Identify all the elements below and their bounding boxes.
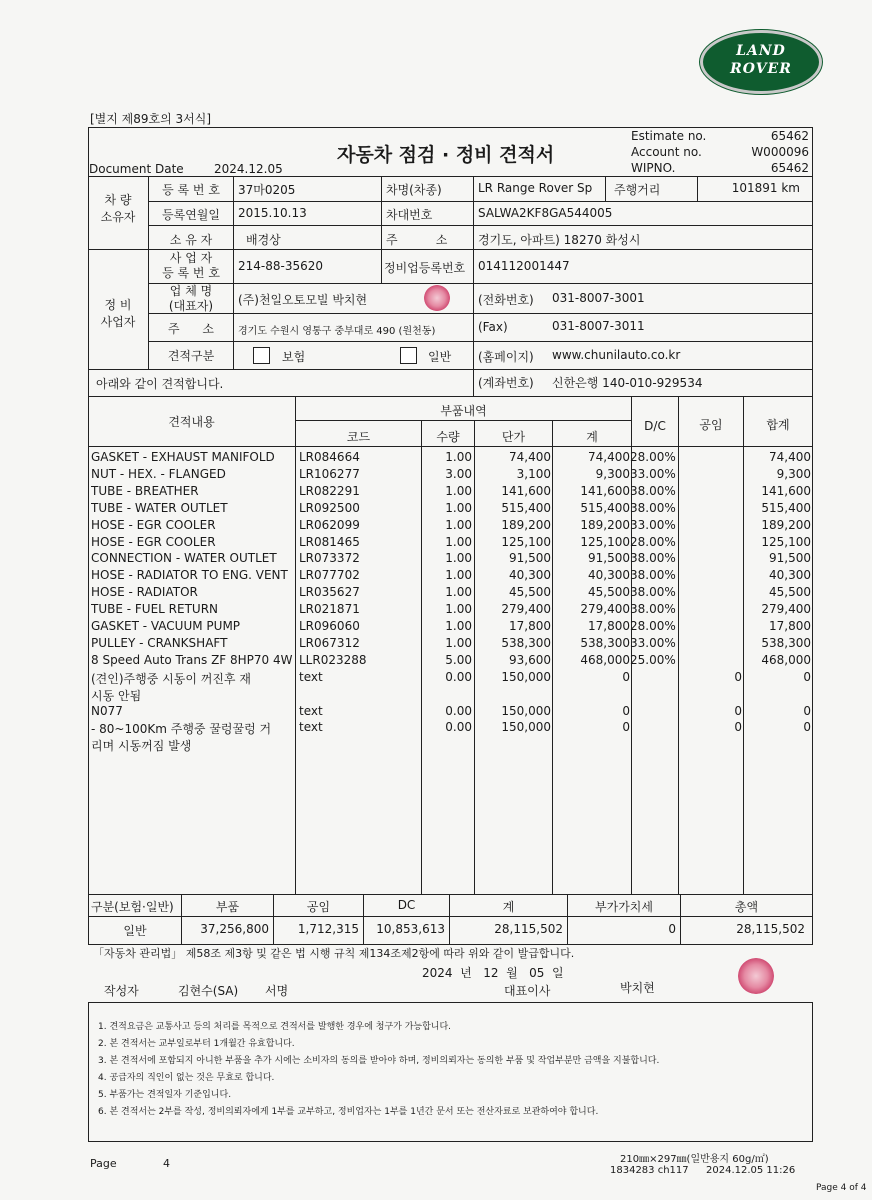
item-unit-price: 93,600 <box>509 652 551 667</box>
item-desc: PULLEY - CRANKSHAFT <box>91 635 228 650</box>
item-qty: 1.00 <box>445 483 472 498</box>
header-code: 코드 <box>346 430 371 444</box>
owner-address: 경기도, 아파트) 18270 화성시 <box>478 233 641 247</box>
summary-header-type: 구분(보험·일반) <box>91 900 174 914</box>
item-code: LR077702 <box>299 568 360 583</box>
item-dc: 38.00% <box>630 602 676 617</box>
item-dc: 25.00% <box>630 652 676 667</box>
item-code: LR021871 <box>299 602 360 617</box>
writer-label: 작성자 <box>104 984 139 998</box>
insurance-checkbox[interactable] <box>253 347 270 364</box>
note-item: 2. 본 견적서는 교부일로부터 1개월간 유효합니다. <box>98 1039 295 1049</box>
item-dc: 38.00% <box>630 568 676 583</box>
item-desc: (견인)주행중 시동이 꺼진후 재 <box>91 671 251 686</box>
item-total: 538,300 <box>580 635 630 650</box>
item-total: 468,000 <box>580 652 630 667</box>
header-sum: 합계 <box>766 418 790 432</box>
item-labor: 0 <box>734 703 742 718</box>
vin-label: 차대번호 <box>386 208 433 222</box>
item-code: text <box>299 720 323 735</box>
shop-reg-label: 정비업등록번호 <box>384 261 466 275</box>
logo-text-2: ROVER <box>730 61 792 77</box>
item-code: LR067312 <box>299 635 360 650</box>
logo-text-1: LAND <box>736 43 786 59</box>
item-unit-price: 141,600 <box>501 483 551 498</box>
header-dc: D/C <box>644 419 666 433</box>
summary-header-vat: 부가가치세 <box>595 900 653 914</box>
item-sum: 538,300 <box>761 635 811 650</box>
item-dc: 28.00% <box>630 450 676 464</box>
item-total: 40,300 <box>588 568 630 583</box>
item-sum: 515,400 <box>761 500 811 515</box>
note-item: 6. 본 견적서는 2부를 작성, 정비의뢰자에게 1부를 교부하고, 정비업자는 1부를 1년간 문서 또는 전산자료로 보관하여야 합니다. <box>98 1107 599 1117</box>
item-qty: 0.00 <box>445 720 472 735</box>
model: LR Range Rover Sp <box>478 181 593 195</box>
item-qty: 1.00 <box>445 551 472 566</box>
fax: 031-8007-3011 <box>552 319 645 333</box>
item-desc: HOSE - EGR COOLER <box>91 534 216 549</box>
item-desc: GASKET - VACUUM PUMP <box>91 619 241 633</box>
owner: 배경상 <box>246 233 281 247</box>
shop-section-label: 정 비 사업자 <box>100 298 136 329</box>
item-desc: TUBE - BREATHER <box>91 483 199 498</box>
item-sum: 40,300 <box>769 568 811 583</box>
item-total: 141,600 <box>580 483 630 498</box>
insurance-label: 보험 <box>282 350 306 364</box>
item-code: LLR023288 <box>299 652 367 667</box>
item-code: LR092500 <box>299 500 360 515</box>
item-labor: 0 <box>734 720 742 735</box>
item-code: LR081465 <box>299 534 360 549</box>
page-number: 4 <box>163 1157 170 1170</box>
summary-vat: 0 <box>668 922 676 936</box>
estimate-no: 65462 <box>770 129 809 143</box>
item-sum: 141,600 <box>761 483 811 498</box>
item-unit-price: 17,800 <box>509 619 551 633</box>
item-unit-price: 3,100 <box>516 466 551 481</box>
mileage: 101891 km <box>731 181 800 195</box>
summary-dc: 10,853,613 <box>376 922 445 936</box>
item-qty: 1.00 <box>445 602 472 617</box>
item-total: 9,300 <box>595 466 630 481</box>
document-title: 자동차 점검 · 정비 견적서 <box>337 144 555 166</box>
sign-label: 서명 <box>265 984 289 998</box>
item-total: 91,500 <box>588 551 630 566</box>
item-labor: 0 <box>734 669 742 684</box>
item-unit-price: 150,000 <box>501 703 551 718</box>
item-dc: 38.00% <box>630 483 676 498</box>
item-desc: HOSE - EGR COOLER <box>91 517 216 532</box>
ceo-seal <box>738 958 774 994</box>
summary-header-total: 계 <box>502 900 515 914</box>
owner-address-label: 주 소 <box>386 233 448 247</box>
phone-label: (전화번호) <box>478 293 534 307</box>
item-sum: 45,500 <box>769 585 811 600</box>
item-sum: 17,800 <box>769 619 811 633</box>
item-dc: 33.00% <box>630 466 676 481</box>
summary-header-parts: 부품 <box>215 900 240 914</box>
item-code: LR084664 <box>299 450 360 464</box>
document-date-label: Document Date <box>89 162 184 176</box>
item-sum: 125,100 <box>761 534 811 549</box>
item-qty: 0.00 <box>445 669 472 684</box>
item-code: text <box>299 703 323 718</box>
item-qty: 1.00 <box>445 635 472 650</box>
header-content: 견적내용 <box>168 415 215 429</box>
item-code: LR073372 <box>299 551 360 566</box>
item-desc: NUT - HEX. - FLANGED <box>91 466 226 481</box>
general-checkbox[interactable] <box>400 347 417 364</box>
item-total: 74,400 <box>588 450 630 464</box>
print-datetime: 2024.12.05 11:26 <box>706 1165 796 1176</box>
item-desc: TUBE - FUEL RETURN <box>91 602 219 617</box>
intro-text: 아래와 같이 견적합니다. <box>96 377 224 391</box>
summary-parts: 37,256,800 <box>200 922 269 936</box>
shop-reg: 014112001447 <box>478 259 570 273</box>
item-desc: GASKET - EXHAUST MANIFOLD <box>91 450 275 464</box>
header-parts: 부품내역 <box>440 404 487 418</box>
shop-address-label: 주 소 <box>167 322 215 336</box>
item-unit-price: 279,400 <box>501 602 551 617</box>
biz-no: 214-88-35620 <box>238 259 324 273</box>
model-label: 차명(차종) <box>386 183 442 197</box>
reg-date: 2015.10.13 <box>238 206 307 220</box>
item-unit-price: 150,000 <box>501 669 551 684</box>
item-unit-price: 45,500 <box>509 585 551 600</box>
note-item: 5. 부품가는 견적일자 기준입니다. <box>98 1090 232 1100</box>
item-qty: 0.00 <box>445 703 472 718</box>
print-code: 1834283 ch117 <box>610 1165 689 1176</box>
item-sum: 189,200 <box>761 517 811 532</box>
item-sum: 0 <box>803 720 811 735</box>
item-desc: N077 <box>91 703 123 718</box>
item-qty: 1.00 <box>445 500 472 515</box>
issue-date: 2024 년 12 월 05 일 <box>422 966 564 980</box>
item-code: LR082291 <box>299 483 360 498</box>
bank-account-label: (계좌번호) <box>478 376 534 390</box>
item-dc: 28.00% <box>630 534 676 549</box>
ceo-label: 대표이사 <box>504 984 551 998</box>
item-sum: 0 <box>803 669 811 684</box>
owner-label: 소 유 자 <box>169 233 213 247</box>
wip-no-label: WIPNO. <box>631 161 676 175</box>
land-rover-logo <box>700 30 822 94</box>
item-qty: 3.00 <box>445 466 472 481</box>
item-code: LR035627 <box>299 585 360 600</box>
item-desc: 8 Speed Auto Trans ZF 8HP70 4W <box>91 652 293 667</box>
item-unit-price: 74,400 <box>509 450 551 464</box>
item-unit-price: 125,100 <box>501 534 551 549</box>
type-label: 견적구분 <box>167 349 215 363</box>
item-desc: 시동 안됨 <box>91 688 142 703</box>
shop-address: 경기도 수원시 영통구 중부대로 490 (원천동) <box>238 326 436 337</box>
item-qty: 1.00 <box>445 568 472 583</box>
item-total: 279,400 <box>580 602 630 617</box>
header-labor: 공임 <box>699 418 723 432</box>
item-desc: HOSE - RADIATOR TO ENG. VENT <box>91 568 288 583</box>
reg-no: 37마0205 <box>238 183 296 197</box>
ceo-name: 박치현 <box>620 981 655 995</box>
item-total: 0 <box>622 669 630 684</box>
item-total: 125,100 <box>580 534 630 549</box>
note-item: 1. 견적요금은 교통사고 등의 처리를 목적으로 견적서를 발행한 경우에 청구가 가능합니다. <box>98 1022 452 1032</box>
homepage-label: (홈페이지) <box>478 350 534 364</box>
item-desc: HOSE - RADIATOR <box>91 585 198 600</box>
vin: SALWA2KF8GA544005 <box>478 206 613 220</box>
phone: 031-8007-3001 <box>552 291 645 305</box>
item-total: 0 <box>622 720 630 735</box>
item-dc: 28.00% <box>630 619 676 633</box>
estimate-no-label: Estimate no. <box>631 129 707 143</box>
header-total: 계 <box>586 430 598 444</box>
item-total: 515,400 <box>580 500 630 515</box>
item-desc: TUBE - WATER OUTLET <box>91 500 228 515</box>
bank-account: 신한은행 140-010-929534 <box>552 376 703 390</box>
item-sum: 9,300 <box>776 466 811 481</box>
item-qty: 5.00 <box>445 652 472 667</box>
reg-no-label: 등 록 번 호 <box>162 183 220 197</box>
summary-grand-total: 28,115,502 <box>736 922 805 936</box>
company-label: 업 체 명 (대표자) <box>168 284 214 313</box>
item-sum: 279,400 <box>761 602 811 617</box>
item-qty: 1.00 <box>445 619 472 633</box>
item-code: LR106277 <box>299 466 360 481</box>
summary-labor: 1,712,315 <box>297 922 359 936</box>
item-qty: 1.00 <box>445 585 472 600</box>
company-seal <box>424 285 450 311</box>
item-unit-price: 40,300 <box>509 568 551 583</box>
item-desc: - 80~100Km 주행중 꿀렁꿀렁 거 <box>91 722 272 737</box>
item-code: LR062099 <box>299 517 360 532</box>
summary-header-dc: DC <box>397 898 416 912</box>
item-code: LR096060 <box>299 619 360 633</box>
reg-date-label: 등록연월일 <box>162 208 220 222</box>
item-desc: CONNECTION - WATER OUTLET <box>91 551 277 566</box>
vehicle-section-label: 차 량 소유자 <box>100 193 136 224</box>
item-dc: 33.00% <box>630 517 676 532</box>
item-qty: 1.00 <box>445 517 472 532</box>
item-dc: 33.00% <box>630 635 676 650</box>
item-dc: 38.00% <box>630 551 676 566</box>
item-unit-price: 189,200 <box>501 517 551 532</box>
account-no: W000096 <box>751 145 809 159</box>
mileage-label: 주행거리 <box>614 183 661 197</box>
item-unit-price: 538,300 <box>501 635 551 650</box>
item-desc: 리며 시동꺼짐 발생 <box>91 739 192 754</box>
page-label: Page <box>90 1157 117 1170</box>
law-note: 「자동차 관리법」 제58조 제3항 및 같은 법 시행 규칙 제134조제2항에 따라 위와 같이 발급합니다. <box>93 947 575 960</box>
item-sum: 74,400 <box>769 450 811 464</box>
writer: 김현수(SA) <box>178 984 239 998</box>
item-sum: 91,500 <box>769 551 811 566</box>
item-qty: 1.00 <box>445 450 472 464</box>
item-unit-price: 150,000 <box>501 720 551 735</box>
form-reference: [별지 제89호의 3서식] <box>90 112 212 126</box>
fax-label: (Fax) <box>478 320 508 334</box>
note-item: 3. 본 견적서에 포함되지 아니한 부품을 추가 시에는 소비자의 동의를 받아야 하며, 정비의뢰자는 동의한 부품 및 작업부분만 금액을 지불합니다. <box>98 1056 660 1066</box>
item-total: 45,500 <box>588 585 630 600</box>
summary-type: 일반 <box>123 924 147 938</box>
item-code: text <box>299 669 323 684</box>
general-label: 일반 <box>428 350 452 364</box>
item-total: 17,800 <box>588 619 630 633</box>
account-no-label: Account no. <box>631 145 702 159</box>
header-unit: 단가 <box>501 430 526 444</box>
item-qty: 1.00 <box>445 534 472 549</box>
wip-no: 65462 <box>770 161 809 175</box>
item-sum: 0 <box>803 703 811 718</box>
paper-spec: 210㎜×297㎜(일반용지 60g/㎡) <box>620 1154 769 1165</box>
item-total: 0 <box>622 703 630 718</box>
item-sum: 468,000 <box>761 652 811 667</box>
biz-no-label: 사 업 자 등 록 번 호 <box>162 251 220 280</box>
homepage: www.chunilauto.co.kr <box>552 348 681 362</box>
summary-header-grand: 총액 <box>734 900 759 914</box>
document-date: 2024.12.05 <box>214 162 283 176</box>
page-of: Page 4 of 4 <box>816 1183 867 1193</box>
item-dc: 38.00% <box>630 585 676 600</box>
item-total: 189,200 <box>580 517 630 532</box>
item-unit-price: 515,400 <box>501 500 551 515</box>
note-item: 4. 공급자의 직인이 없는 것은 무효로 합니다. <box>98 1073 275 1083</box>
summary-total: 28,115,502 <box>494 922 563 936</box>
company: (주)천일오토모빌 박치현 <box>238 293 368 307</box>
item-unit-price: 91,500 <box>509 551 551 566</box>
item-dc: 38.00% <box>630 500 676 515</box>
header-qty: 수량 <box>436 430 460 444</box>
summary-header-labor: 공임 <box>306 900 331 914</box>
